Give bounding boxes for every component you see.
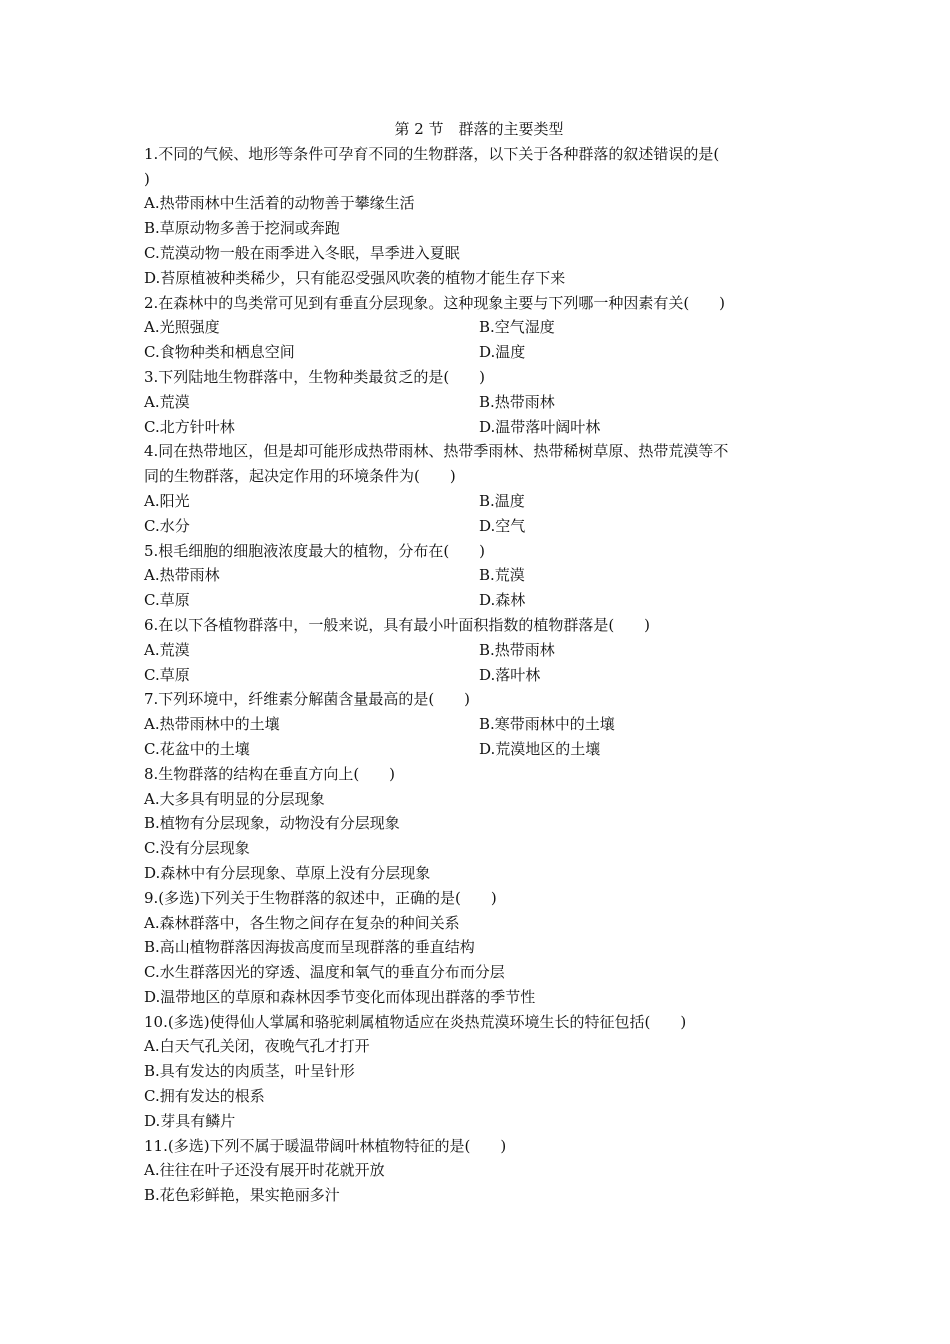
option-d: D.空气 [479,516,526,535]
option-b: B.高山植物群落因海拔高度而呈现群落的垂直结构 [144,938,475,957]
question-stem: 11.(多选)下列不属于暖温带阔叶林植物特征的是( ) [144,1136,507,1155]
question-stem-continued: 同的生物群落，起决定作用的环境条件为( ) [144,467,456,486]
question-stem: 8.生物群落的结构在垂直方向上( ) [144,764,396,783]
section-title: 第 2 节 群落的主要类型 [394,120,564,138]
option-b: B.植物有分层现象，动物没有分层现象 [144,814,400,833]
question-3 [144,365,814,439]
question-stem: 6.在以下各植物群落中，一般来说，具有最小叶面积指数的植物群落是( ) [144,615,651,634]
option-row [144,315,814,340]
option-a: A.热带雨林中的土壤 [144,715,280,734]
option-c: C.水分 [144,516,190,535]
option-c: C.北方针叶林 [144,417,235,436]
option-a: A.往往在叶子还没有展开时花就开放 [144,1161,385,1180]
question-8 [144,762,814,886]
option-row [144,489,814,514]
option-b: B.具有发达的肉质茎，叶呈针形 [144,1062,355,1081]
question-5 [144,539,814,613]
option-b: B.热带雨林 [479,392,555,411]
question-7 [144,687,814,761]
option-d: D.森林 [479,591,526,610]
question-stem: 10.(多选)使得仙人掌属和骆驼刺属植物适应在炎热荒漠环境生长的特征包括( ) [144,1012,687,1031]
option-d: D.温度 [479,343,526,362]
option-row [144,390,814,415]
option-d: D.森林中有分层现象、草原上没有分层现象 [144,863,431,882]
question-6 [144,613,814,687]
option-row [144,638,814,663]
option-row [144,340,814,365]
question-stem: 5.根毛细胞的细胞液浓度最大的植物，分布在( ) [144,541,486,560]
option-row [144,588,814,613]
option-b: B.草原动物多善于挖洞或奔跑 [144,219,340,238]
option-c: C.花盆中的土壤 [144,739,250,758]
option-row [144,737,814,762]
option-c: C.没有分层现象 [144,839,250,858]
question-stem: 9.(多选)下列关于生物群落的叙述中，正确的是( ) [144,888,497,907]
document-page [144,117,814,1208]
question-stem: 1.不同的气候、地形等条件可孕育不同的生物群落，以下关于各种群落的叙述错误的是( [144,144,720,163]
option-b: B.花色彩鲜艳，果实艳丽多汁 [144,1186,340,1205]
question-stem: 2.在森林中的鸟类常可见到有垂直分层现象。这种现象主要与下列哪一种因素有关( ) [144,293,726,312]
question-9 [144,886,814,1010]
question-2 [144,291,814,365]
question-4 [144,439,814,538]
option-d: D.温带地区的草原和森林因季节变化而体现出群落的季节性 [144,987,536,1006]
option-a: A.荒漠 [144,392,190,411]
option-d: D.落叶林 [479,665,541,684]
option-a: A.荒漠 [144,640,190,659]
option-c: C.荒漠动物一般在雨季进入冬眠，旱季进入夏眠 [144,243,460,262]
question-stem-continued: ) [144,169,150,188]
option-c: C.水生群落因光的穿透、温度和氧气的垂直分布而分层 [144,963,505,982]
option-b: B.荒漠 [479,566,525,585]
option-a: A.大多具有明显的分层现象 [144,789,325,808]
option-d: D.温带落叶阔叶林 [479,417,601,436]
option-a: A.热带雨林 [144,566,220,585]
option-row [144,514,814,539]
question-stem: 4.同在热带地区，但是却可能形成热带雨林、热带季雨林、热带稀树草原、热带荒漠等不 [144,442,729,461]
option-b: B.热带雨林 [479,640,555,659]
option-row [144,563,814,588]
option-d: D.苔原植被种类稀少，只有能忍受强风吹袭的植物才能生存下来 [144,268,566,287]
option-c: C.食物种类和栖息空间 [144,343,295,362]
option-c: C.草原 [144,591,190,610]
option-c: C.草原 [144,665,190,684]
option-b: B.寒带雨林中的土壤 [479,715,615,734]
option-d: D.荒漠地区的土壤 [479,739,601,758]
option-row [144,415,814,440]
question-10 [144,1010,814,1134]
question-11 [144,1134,814,1208]
option-row [144,712,814,737]
question-1 [144,142,814,291]
option-c: C.拥有发达的根系 [144,1087,265,1106]
option-a: A.白天气孔关闭，夜晚气孔才打开 [144,1037,370,1056]
question-stem: 7.下列环境中，纤维素分解菌含量最高的是( ) [144,690,471,709]
option-a: A.森林群落中，各生物之间存在复杂的种间关系 [144,913,460,932]
option-b: B.空气湿度 [479,318,555,337]
question-stem: 3.下列陆地生物群落中，生物种类最贫乏的是( ) [144,367,486,386]
option-row [144,663,814,688]
option-a: A.阳光 [144,491,190,510]
option-a: A.热带雨林中生活着的动物善于攀缘生活 [144,194,415,213]
option-b: B.温度 [479,491,525,510]
option-a: A.光照强度 [144,318,220,337]
option-d: D.芽具有鳞片 [144,1111,236,1130]
